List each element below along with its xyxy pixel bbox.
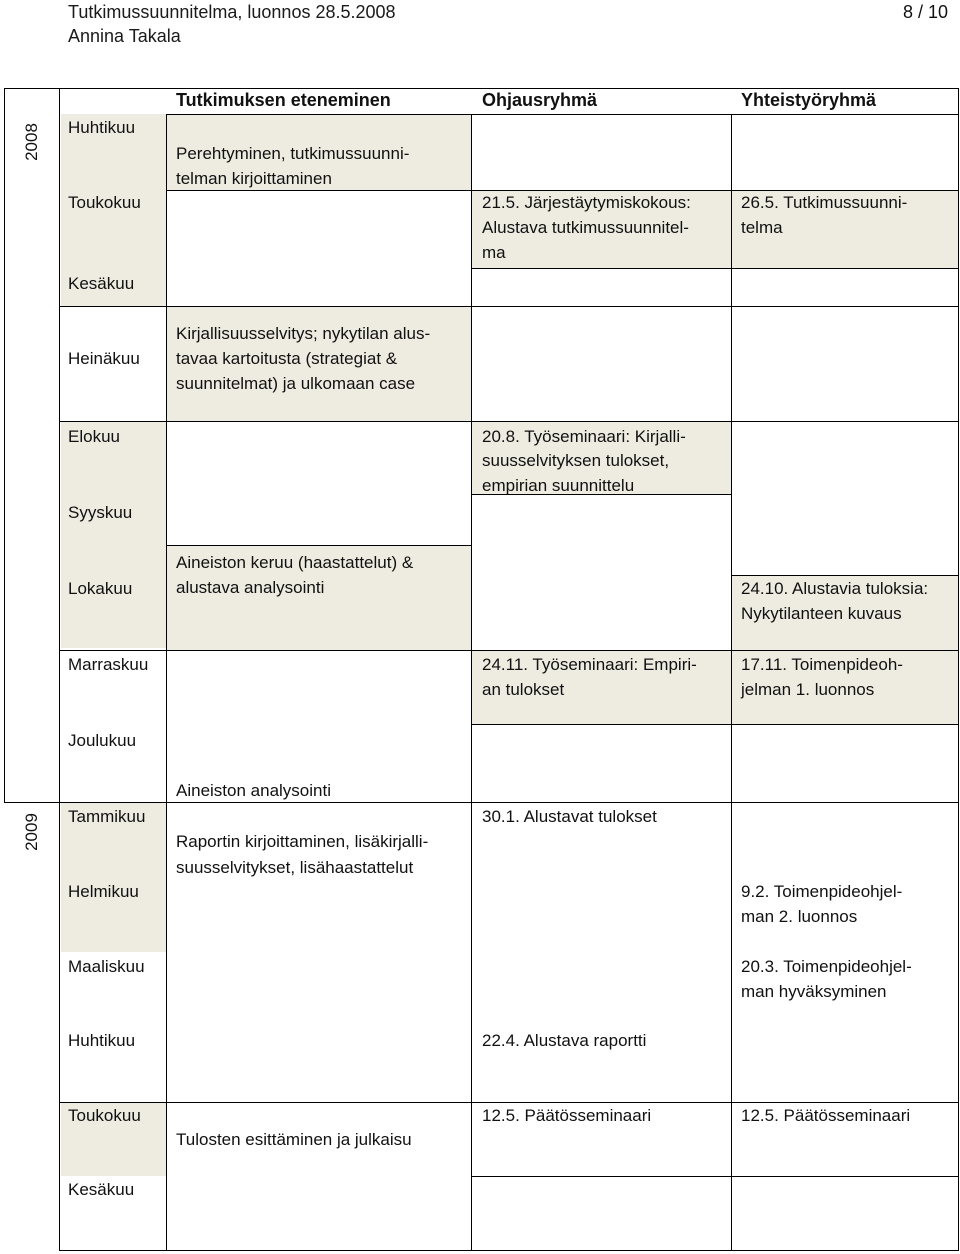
- column-header-research: Tutkimuksen eteneminen: [176, 90, 391, 110]
- month-label: Toukokuu: [68, 1106, 141, 1125]
- month-label: Kesäkuu: [68, 274, 135, 293]
- research-item-publication: Tulosten esittäminen ja julkaisu: [176, 1130, 412, 1149]
- research-item-data-analysis: Aineiston analysointi: [176, 781, 331, 800]
- month-label: Maaliskuu: [68, 957, 145, 976]
- document-author: Annina Takala: [68, 26, 181, 46]
- column-header-steering-group: Ohjausryhmä: [482, 90, 598, 110]
- column-header-cooperation-group: Yhteistyöryhmä: [741, 90, 877, 110]
- month-label: Huhtikuu: [68, 1031, 136, 1050]
- month-label: Toukokuu: [68, 193, 141, 212]
- steering-item-preliminary-results: 30.1. Alustavat tulokset: [482, 807, 657, 826]
- month-label: Syyskuu: [68, 503, 133, 522]
- month-label: Joulukuu: [68, 731, 137, 750]
- year-label-2008: 2008: [22, 123, 41, 161]
- month-label: Huhtikuu: [68, 118, 136, 137]
- cooperation-item-final-seminar: 12.5. Päätösseminaari: [741, 1106, 911, 1125]
- month-label: Kesäkuu: [68, 1180, 135, 1199]
- steering-item-final-seminar: 12.5. Päätösseminaari: [482, 1106, 652, 1125]
- month-label: Marraskuu: [68, 655, 149, 674]
- month-label: Tammikuu: [68, 807, 146, 826]
- document-title: Tutkimussuunnitelma, luonnos 28.5.2008: [68, 2, 396, 22]
- month-label: Lokakuu: [68, 579, 133, 598]
- month-label: Heinäkuu: [68, 349, 140, 368]
- steering-item-preliminary-report: 22.4. Alustava raportti: [482, 1031, 647, 1050]
- month-label: Helmikuu: [68, 882, 139, 901]
- year-label-2009: 2009: [22, 813, 41, 851]
- month-label: Elokuu: [68, 427, 120, 446]
- page-number: 8 / 10: [902, 2, 948, 22]
